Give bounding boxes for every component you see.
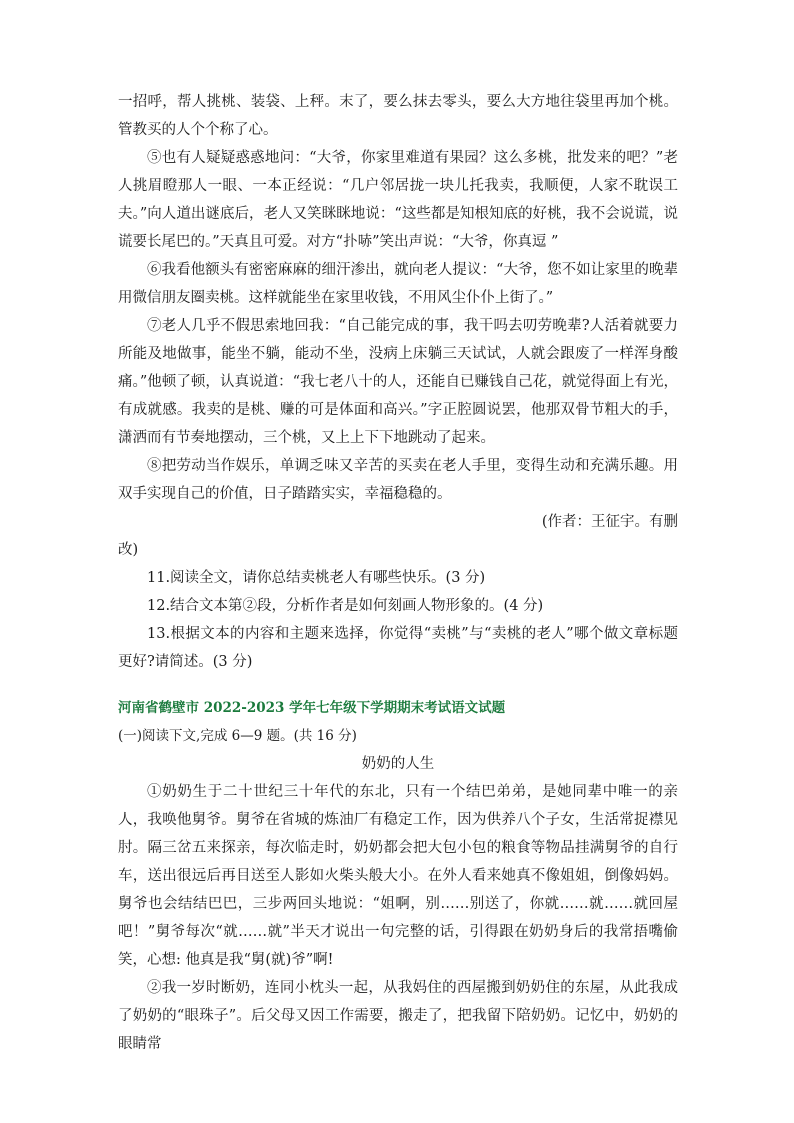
story-title: 奶奶的人生 xyxy=(361,756,435,772)
passage-one xyxy=(118,88,678,676)
story-paragraph-1: ①奶奶生于二十世纪三十年代的东北，只有一个结巴弟弟，是她同辈中唯一的亲人，我唤他舅爷。舅爷在省城的炼油厂有稳定工作，因为供养八个子女，生活常捉襟见肘。隔三岔五来探亲，每次临走时，奶奶都会把大包小包的粮食等物品挂满舅爷的自行车，送出很远后再目送至人影如火柴头般大小。在外人看来她真不像姐姐，倒像妈妈。舅爷也会结结巴巴，三步两回头地说：“姐啊，别……别送了，你就……就……就回屋吧！”舅爷每次“就……就”半天才说出一句完整的话，引得跟在奶奶身后的我常捂嘴偷笑，心想: 他真是我“舅(就)爷”啊! xyxy=(118,784,678,968)
paragraph-5: ⑤也有人疑疑惑惑地问：“大爷，你家里难道有果园？这么多桃，批发来的吧？”老人挑眉瞪那人一眼、一本正经说：“几户邻居拢一块儿托我卖，我顺便，人家不耽误工夫。”向人道出谜底后，老人又笑眯眯地说：“这些都是知根知底的好桃，我不会说谎，说谎要长尾巴的。”天真且可爱。对方“扑哧”笑出声说：“大爷，你真逗 ” xyxy=(118,150,678,250)
paragraph-8: ⑧把劳动当作娱乐，单调乏味又辛苦的买卖在老人手里，变得生动和充满乐趣。用双手实现自己的价值，日子踏踏实实，幸福稳稳的。 xyxy=(118,458,678,502)
paragraph-continued: 一招呼，帮人挑桃、装袋、上秤。末了，要么抹去零头，要么大方地往袋里再加个桃。管教买的人个个称了心。 xyxy=(118,94,678,138)
document-page xyxy=(118,88,678,1058)
paragraph-7: ⑦老人几乎不假思索地回我：“自己能完成的事，我干吗去叨劳晚辈?人活着就要力所能及地做事，能坐不躺，能动不坐，没病上床躺三天试试，人就会跟废了一样浑身酸痛。”他顿了顿，认真说道：“我七老八十的人，还能自已赚钱自己花，就觉得面上有光，有成就感。我卖的是桃、赚的可是体面和高兴。”字正腔圆说罢，他那双骨节粗大的手，潇洒而有节奏地摆动，三个桃，又上上下下地跳动了起来。 xyxy=(118,318,678,446)
paragraph-6: ⑥我看他额头有密密麻麻的细汗渗出，就向老人提议：“大爷，您不如让家里的晚辈用微信朋友圈卖桃。这样就能坐在家里收钱，不用风尘仆仆上街了。” xyxy=(118,262,678,306)
exam-source-title: 河南省鹤壁市 2022-2023 学年七年级下学期期末考试语文试题 xyxy=(118,700,506,716)
question-13: 13.根据文本的内容和主题来选择，你觉得“卖桃”与“卖桃的老人”哪个做文章标题更好?请简述。(3 分) xyxy=(118,626,678,670)
question-12: 12.结合文本第②段，分析作者是如何刻画人物形象的。(4 分) xyxy=(147,598,544,614)
author-credit: (作者：王征宇。有删 xyxy=(541,514,678,530)
passage-two xyxy=(118,694,678,1058)
question-11: 11.阅读全文，请你总结卖桃老人有哪些快乐。(3 分) xyxy=(147,570,486,586)
author-credit-tail: 改) xyxy=(118,542,139,558)
reading-instruction: (一)阅读下文,完成 6—9 题。(共 16 分) xyxy=(118,728,357,744)
story-paragraph-2: ②我一岁时断奶，连同小枕头一起，从我妈住的西屋搬到奶奶住的东屋，从此我成了奶奶的“眼珠子”。后父母又因工作需要，搬走了，把我留下陪奶奶。记忆中，奶奶的眼睛常 xyxy=(118,980,678,1052)
